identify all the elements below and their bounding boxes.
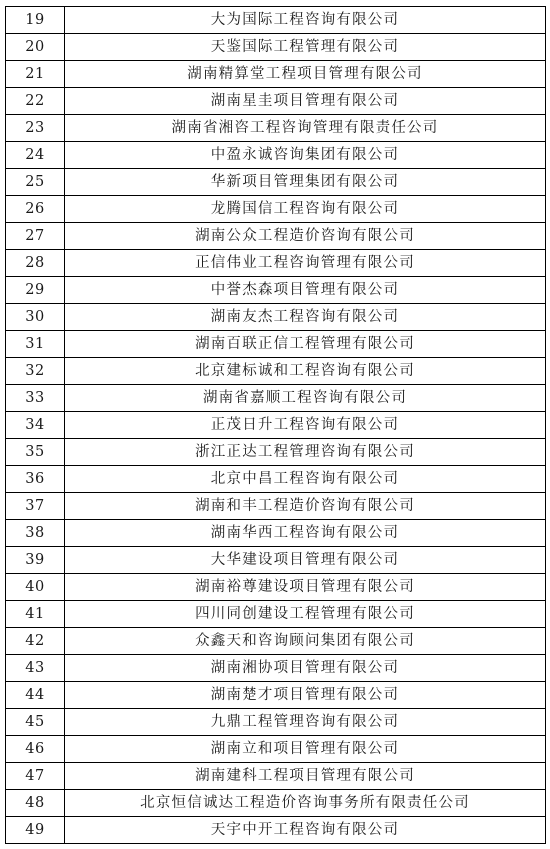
- company-name-cell: 众鑫天和咨询顾问集团有限公司: [65, 628, 546, 655]
- table-row: [6, 547, 546, 574]
- table-row: [6, 520, 546, 547]
- row-number-cell: 42: [6, 628, 65, 655]
- row-number-cell: 27: [6, 223, 65, 250]
- company-name-cell: 北京中昌工程咨询有限公司: [65, 466, 546, 493]
- company-name-cell: 龙腾国信工程咨询有限公司: [65, 196, 546, 223]
- company-name-cell: 四川同创建设工程管理有限公司: [65, 601, 546, 628]
- table-row: [6, 250, 546, 277]
- row-number-cell: 39: [6, 547, 65, 574]
- company-name-cell: 湖南楚才项目管理有限公司: [65, 682, 546, 709]
- row-number-cell: 38: [6, 520, 65, 547]
- row-number-cell: 28: [6, 250, 65, 277]
- row-number-cell: 30: [6, 304, 65, 331]
- company-name-cell: 正信伟业工程咨询管理有限公司: [65, 250, 546, 277]
- company-name-cell: 湖南公众工程造价咨询有限公司: [65, 223, 546, 250]
- row-number-cell: 49: [6, 817, 65, 844]
- row-number-cell: 43: [6, 655, 65, 682]
- table-row: [6, 142, 546, 169]
- row-number-cell: 46: [6, 736, 65, 763]
- company-name-cell: 大华建设项目管理有限公司: [65, 547, 546, 574]
- table-row: [6, 88, 546, 115]
- company-name-cell: 湖南友杰工程咨询有限公司: [65, 304, 546, 331]
- company-name-cell: 湖南湘协项目管理有限公司: [65, 655, 546, 682]
- row-number-cell: 24: [6, 142, 65, 169]
- table-row: [6, 574, 546, 601]
- row-number-cell: 32: [6, 358, 65, 385]
- table-row: [6, 709, 546, 736]
- company-name-cell: 湖南星圭项目管理有限公司: [65, 88, 546, 115]
- row-number-cell: 40: [6, 574, 65, 601]
- row-number-cell: 36: [6, 466, 65, 493]
- table-row: [6, 358, 546, 385]
- table-row: [6, 277, 546, 304]
- table-row: [6, 169, 546, 196]
- table-row: [6, 7, 546, 34]
- table-row: [6, 466, 546, 493]
- company-name-cell: 湖南省嘉顺工程咨询有限公司: [65, 385, 546, 412]
- table-row: [6, 223, 546, 250]
- company-list-table: [5, 6, 546, 844]
- row-number-cell: 48: [6, 790, 65, 817]
- table-row: [6, 61, 546, 88]
- row-number-cell: 45: [6, 709, 65, 736]
- company-name-cell: 中盈永诚咨询集团有限公司: [65, 142, 546, 169]
- table-row: [6, 34, 546, 61]
- row-number-cell: 29: [6, 277, 65, 304]
- row-number-cell: 26: [6, 196, 65, 223]
- row-number-cell: 20: [6, 34, 65, 61]
- company-name-cell: 湖南省湘咨工程咨询管理有限责任公司: [65, 115, 546, 142]
- company-name-cell: 大为国际工程咨询有限公司: [65, 7, 546, 34]
- table-row: [6, 763, 546, 790]
- table-row: [6, 601, 546, 628]
- table-row: [6, 196, 546, 223]
- row-number-cell: 33: [6, 385, 65, 412]
- company-name-cell: 北京恒信诚达工程造价咨询事务所有限责任公司: [65, 790, 546, 817]
- table-row: [6, 736, 546, 763]
- company-name-cell: 湖南和丰工程造价咨询有限公司: [65, 493, 546, 520]
- table-body: [6, 7, 546, 844]
- company-name-cell: 北京建标诚和工程咨询有限公司: [65, 358, 546, 385]
- company-name-cell: 中誉杰森项目管理有限公司: [65, 277, 546, 304]
- table-row: [6, 331, 546, 358]
- row-number-cell: 23: [6, 115, 65, 142]
- table-row: [6, 655, 546, 682]
- company-name-cell: 天宇中开工程咨询有限公司: [65, 817, 546, 844]
- row-number-cell: 47: [6, 763, 65, 790]
- company-name-cell: 湖南建科工程项目管理有限公司: [65, 763, 546, 790]
- table-row: [6, 493, 546, 520]
- table-row: [6, 385, 546, 412]
- row-number-cell: 34: [6, 412, 65, 439]
- company-name-cell: 湖南华西工程咨询有限公司: [65, 520, 546, 547]
- table-row: [6, 817, 546, 844]
- table-row: [6, 790, 546, 817]
- table-row: [6, 412, 546, 439]
- table-row: [6, 628, 546, 655]
- company-name-cell: 湖南精算堂工程项目管理有限公司: [65, 61, 546, 88]
- table-row: [6, 115, 546, 142]
- company-name-cell: 九鼎工程管理咨询有限公司: [65, 709, 546, 736]
- row-number-cell: 35: [6, 439, 65, 466]
- company-name-cell: 华新项目管理集团有限公司: [65, 169, 546, 196]
- table-row: [6, 682, 546, 709]
- row-number-cell: 21: [6, 61, 65, 88]
- table-row: [6, 439, 546, 466]
- row-number-cell: 31: [6, 331, 65, 358]
- company-name-cell: 天鉴国际工程管理有限公司: [65, 34, 546, 61]
- row-number-cell: 22: [6, 88, 65, 115]
- company-name-cell: 湖南裕尊建设项目管理有限公司: [65, 574, 546, 601]
- company-name-cell: 湖南百联正信工程管理有限公司: [65, 331, 546, 358]
- row-number-cell: 37: [6, 493, 65, 520]
- row-number-cell: 19: [6, 7, 65, 34]
- row-number-cell: 25: [6, 169, 65, 196]
- row-number-cell: 44: [6, 682, 65, 709]
- company-name-cell: 正茂日升工程咨询有限公司: [65, 412, 546, 439]
- company-name-cell: 湖南立和项目管理有限公司: [65, 736, 546, 763]
- company-name-cell: 浙江正达工程管理咨询有限公司: [65, 439, 546, 466]
- company-list-table-container: [5, 6, 545, 844]
- row-number-cell: 41: [6, 601, 65, 628]
- table-row: [6, 304, 546, 331]
